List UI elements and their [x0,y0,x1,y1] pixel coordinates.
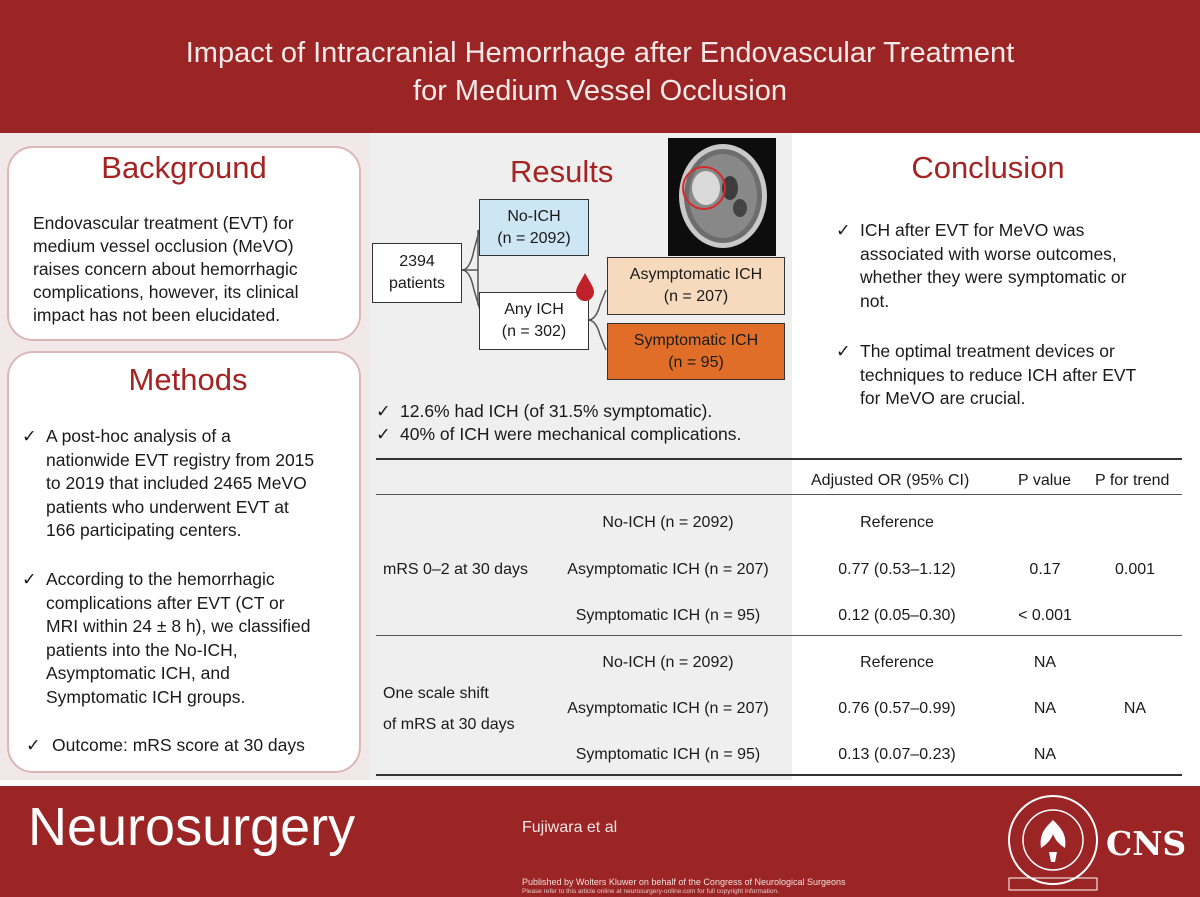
table-row-or: Reference [860,654,934,671]
total-patients-box [372,243,462,303]
table-row-group: Symptomatic ICH (n = 95) [575,746,761,763]
outcome-label: of mRS at 30 days [383,716,515,733]
check-icon: ✓ [376,401,391,421]
conclusion-title: Conclusion [911,150,1065,185]
poster-title [0,34,1200,110]
symptomatic-ich-box [607,323,785,380]
background-line: medium vessel occlusion (MeVO) [33,236,294,256]
methods-line: MRI within 24 ± 8 h), we classified [46,616,311,636]
table-group-rule [376,635,1182,636]
sym-count: (n = 95) [668,353,724,371]
copyright-note: Please refer to this article online at neurosurgery-online.com for full copyright information. [522,888,779,895]
check-icon: ✓ [22,426,37,446]
journal-logo: Neurosurgery [28,797,356,857]
table-row-or: 0.77 (0.53–1.12) [838,561,956,578]
background-line: Endovascular treatment (EVT) for [33,213,294,233]
background-line: complications, however, its clinical [33,282,299,302]
blood-drop-icon [574,272,596,302]
cns-seal-icon [1003,790,1103,894]
table-row-group: No-ICH (n = 2092) [602,514,734,531]
background-line: raises concern about hemorrhagic [33,259,298,279]
check-icon: ✓ [376,424,391,444]
conclusion-line: techniques to reduce ICH after EVT [860,364,1137,385]
footer-banner [0,786,1200,897]
methods-line: Outcome: mRS score at 30 days [52,735,305,755]
outcome-label: mRS 0–2 at 30 days [383,561,528,578]
methods-title: Methods [128,362,248,397]
methods-line: patients who underwent EVT at [46,496,289,517]
any-ich-label: Any ICH [504,301,564,318]
methods-line: Symptomatic ICH groups. [46,686,246,707]
sym-label: Symptomatic ICH [633,331,759,349]
results-bullet-text: 12.6% had ICH (of 31.5% symptomatic). [400,401,713,421]
title-line-2: for Medium Vessel Occlusion [413,75,787,107]
table-row-p: < 0.001 [1018,607,1072,624]
check-icon: ✓ [836,341,851,361]
any-ich-box [479,292,589,350]
background-line: impact has not been elucidated. [33,305,281,325]
methods-line: complications after EVT (CT or [46,592,285,613]
table-header-trend: P for trend [1095,472,1170,489]
table-header-p: P value [1018,472,1072,489]
conclusion-line: associated with worse outcomes, [860,243,1117,264]
table-header-rule [376,494,1182,495]
conclusion-line: The optimal treatment devices or [860,341,1115,361]
asym-count: (n = 207) [663,288,729,305]
table-row-group: No-ICH (n = 2092) [602,654,734,671]
table-bottom-rule [376,774,1182,776]
no-ich-count: (n = 2092) [497,229,571,247]
no-ich-box [479,199,589,256]
background-title: Background [101,150,267,185]
check-icon: ✓ [26,735,41,755]
any-ich-count: (n = 302) [501,323,567,340]
outcome-label: One scale shift [383,685,489,702]
conclusion-line: for MeVO are crucial. [860,388,1026,408]
author-credit: Fujiwara et al [522,819,618,836]
asymptomatic-ich-box [607,257,785,315]
results-bullet-text: 40% of ICH were mechanical complications. [400,424,742,444]
methods-line: to 2019 that included 2465 MeVO [46,473,307,493]
table-row-trend: NA [1123,700,1147,717]
table-row-or: 0.76 (0.57–0.99) [838,700,956,717]
methods-line: Asymptomatic ICH, and [46,663,230,683]
conclusion-line: not. [860,290,890,311]
table-row-or: Reference [860,514,934,531]
cns-logo-text: CNS [1106,824,1187,863]
table-row-p: 0.17 [1029,561,1061,578]
title-line-1: Impact of Intracranial Hemorrhage after Endovascular Treatment [185,37,1015,69]
table-row-p: NA [1033,654,1057,671]
table-top-rule [376,458,1182,460]
methods-line: A post-hoc analysis of a [46,426,231,446]
total-label: patients [388,275,446,292]
no-ich-label: No-ICH [507,207,561,225]
table-row-p: NA [1033,700,1057,717]
table-row-p: NA [1033,746,1057,763]
ct-scan-image [668,138,776,256]
background-text [33,212,299,327]
methods-line: nationwide EVT registry from 2015 [46,449,315,470]
header-banner [0,0,1200,133]
conclusion-line: whether they were symptomatic or [860,267,1127,287]
publisher-note: Published by Wolters Kluwer on behalf of the Congress of Neurological Surgeons [522,877,846,887]
check-icon: ✓ [22,569,37,589]
methods-card [7,351,361,773]
total-count: 2394 [399,253,435,270]
conclusion-line: ICH after EVT for MeVO was [860,220,1085,240]
table-row-trend: 0.001 [1114,561,1156,578]
check-icon: ✓ [836,220,851,240]
results-title: Results [510,154,614,189]
asym-label: Asymptomatic ICH [629,266,763,283]
table-row-or: 0.12 (0.05–0.30) [838,607,956,624]
table-row-or: 0.13 (0.07–0.23) [838,746,956,763]
methods-line: 166 participating centers. [46,520,242,540]
table-row-group: Asymptomatic ICH (n = 207) [567,561,769,578]
table-row-group: Symptomatic ICH (n = 95) [575,607,761,624]
methods-line: According to the hemorrhagic [46,569,275,589]
table-header-or: Adjusted OR (95% CI) [811,472,970,489]
table-row-group: Asymptomatic ICH (n = 207) [567,700,769,717]
methods-line: patients into the No-ICH, [46,639,238,660]
